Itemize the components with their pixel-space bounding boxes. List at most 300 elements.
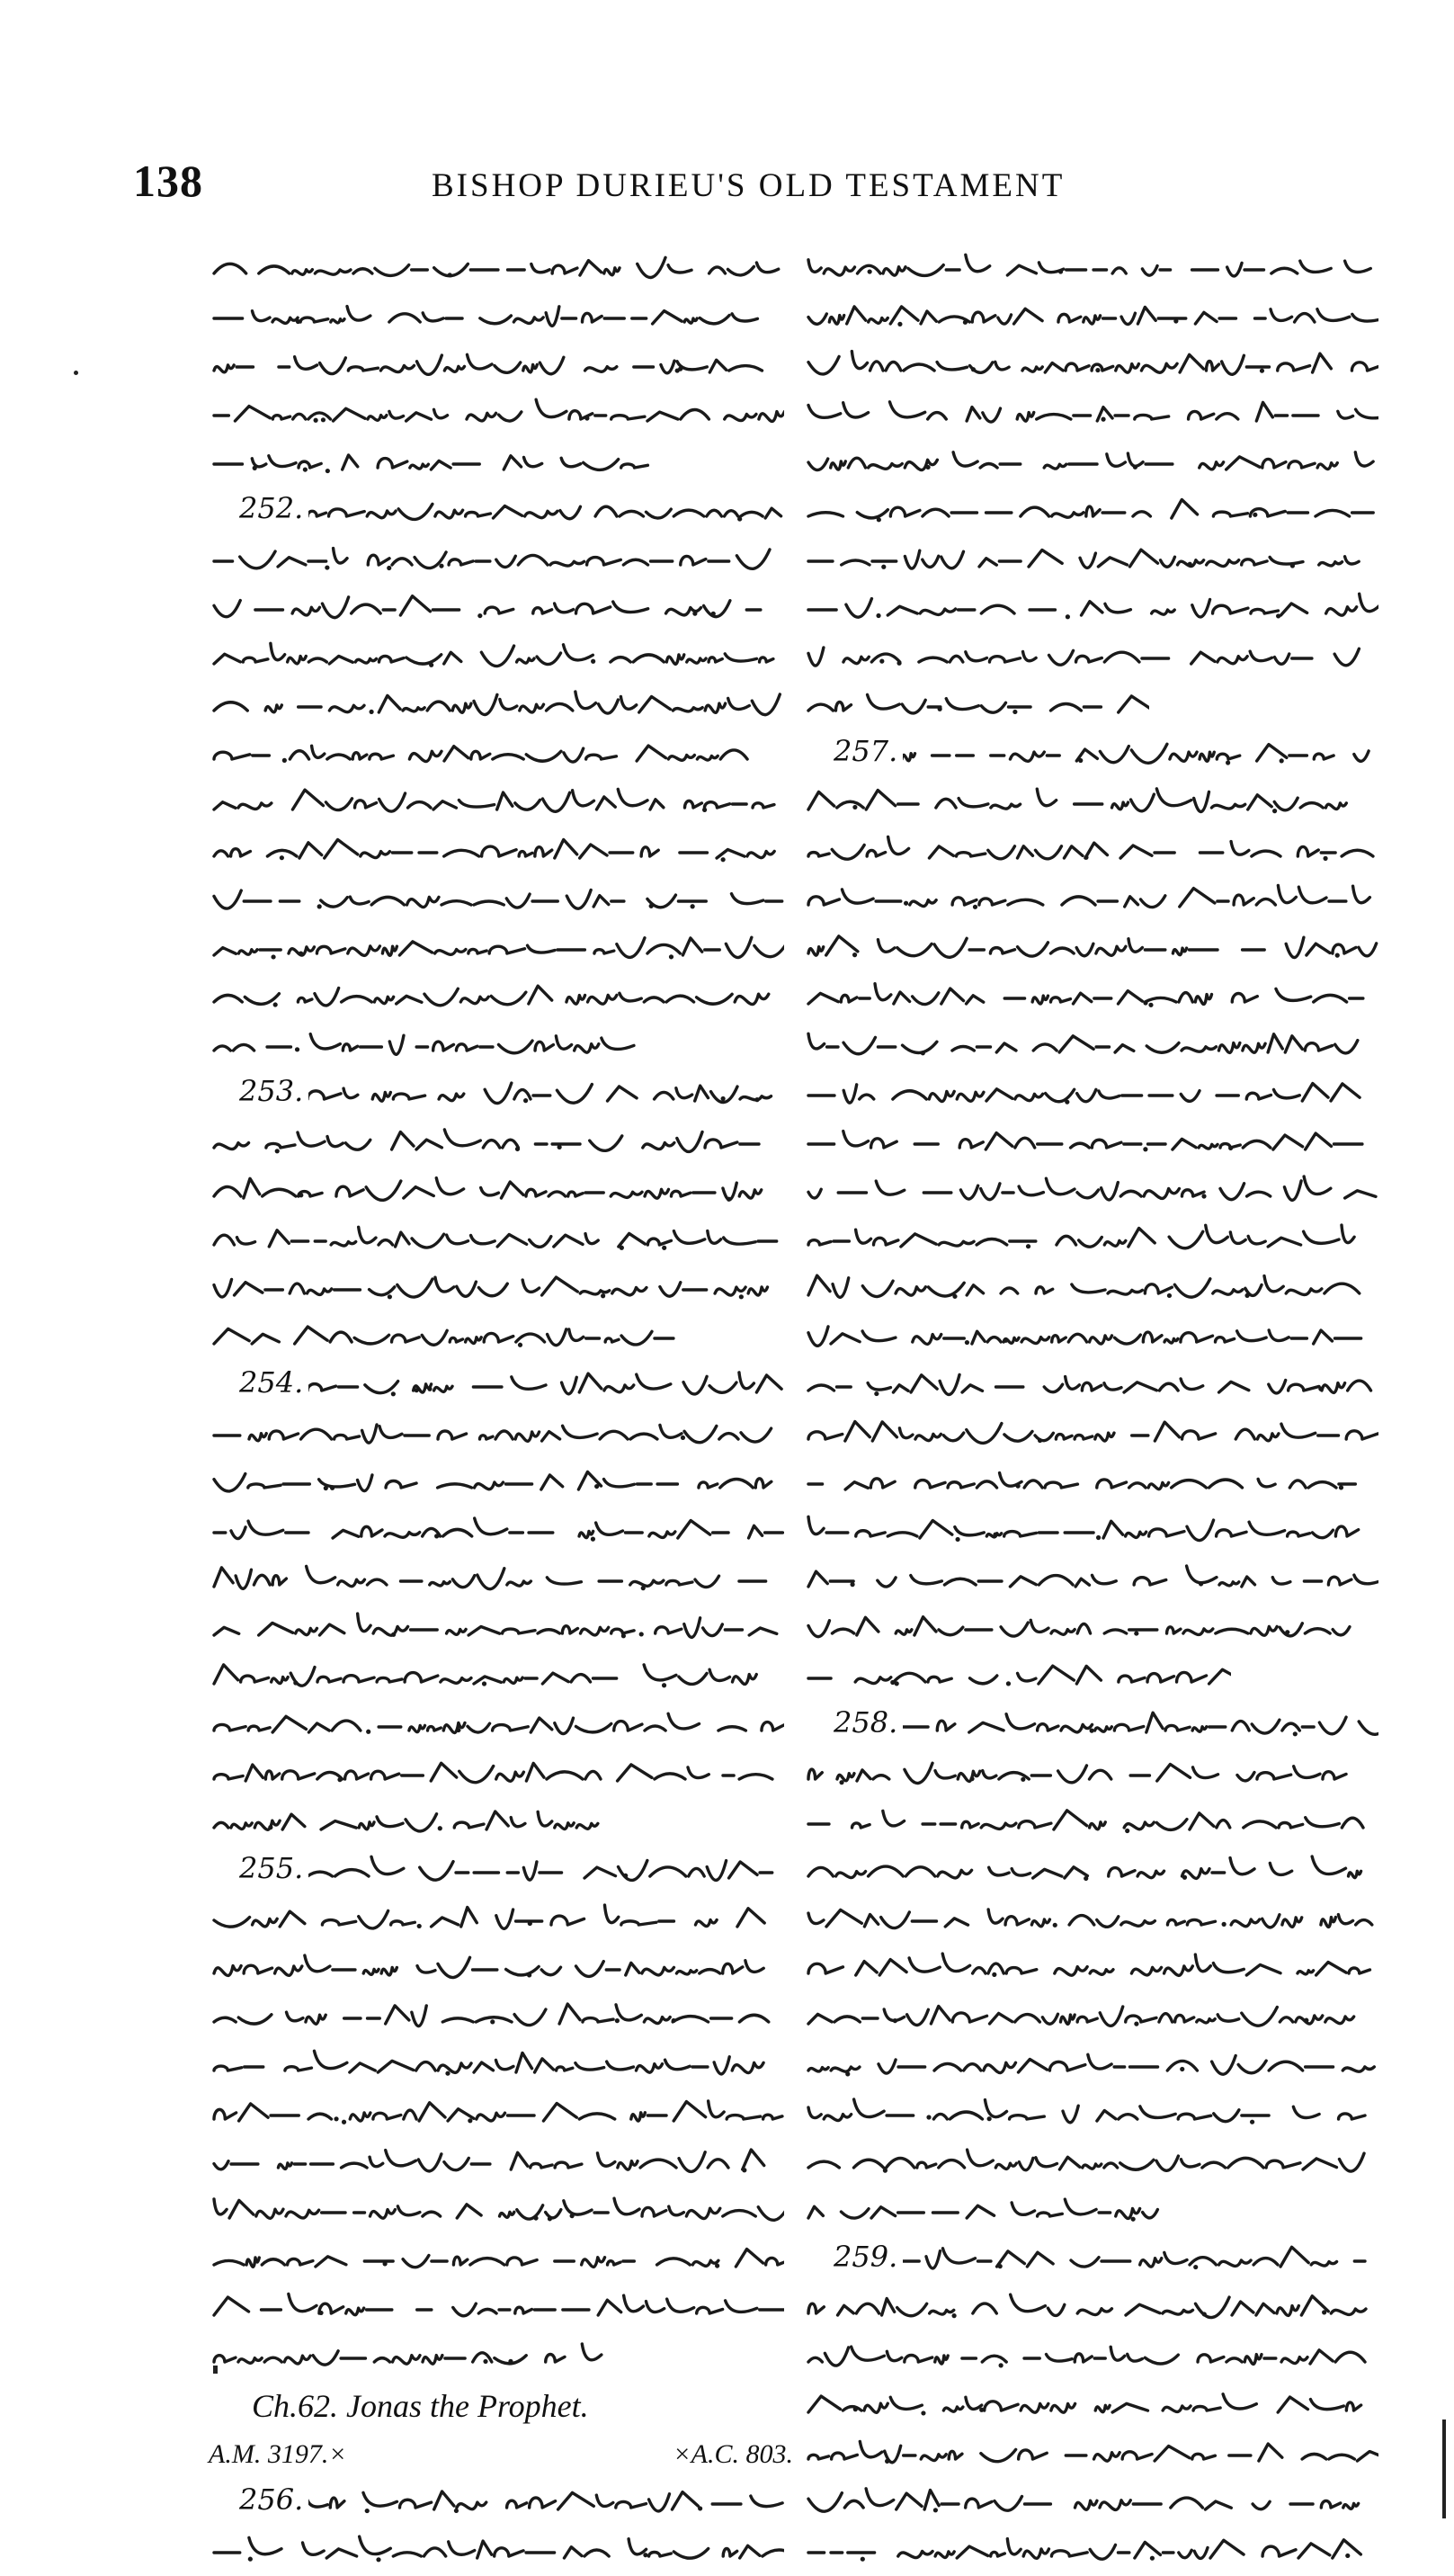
script-dot — [533, 2215, 538, 2220]
script-dot — [662, 1683, 666, 1687]
shorthand-script — [209, 779, 784, 827]
script-dot — [303, 467, 308, 471]
script-dot — [881, 565, 886, 569]
text-line — [803, 633, 1396, 682]
script-dot — [1345, 2554, 1350, 2558]
script-stroke — [808, 1666, 1231, 1684]
script-dot — [448, 273, 452, 277]
script-stroke — [808, 1225, 1354, 1248]
script-stroke — [308, 1373, 781, 1394]
shorthand-script — [209, 1945, 784, 1993]
script-stroke — [808, 1472, 1355, 1489]
script-dot — [739, 1294, 744, 1299]
script-stroke — [808, 2394, 1361, 2413]
script-stroke — [214, 986, 769, 1006]
left-column — [209, 245, 802, 2576]
shorthand-script — [209, 1216, 784, 1265]
shorthand-script — [209, 827, 784, 876]
script-dot — [890, 1680, 895, 1685]
text-line — [803, 487, 1396, 536]
script-stroke — [808, 255, 1370, 276]
script-dot — [1226, 760, 1230, 765]
script-stroke — [808, 1811, 1363, 1830]
script-dot — [299, 1193, 303, 1197]
text-line — [209, 487, 802, 536]
shorthand-script — [803, 2285, 1378, 2333]
shorthand-script — [209, 2187, 784, 2236]
script-dot — [1006, 1681, 1011, 1686]
script-dot — [925, 465, 930, 470]
script-stroke — [808, 2054, 1374, 2074]
text-line — [803, 2285, 1396, 2333]
shorthand-script — [803, 1216, 1378, 1265]
shorthand-script — [209, 342, 784, 390]
script-dot — [1084, 855, 1088, 860]
script-stroke — [214, 1227, 777, 1248]
script-dot — [271, 954, 275, 959]
script-dot — [293, 1680, 298, 1685]
text-line — [209, 2479, 802, 2527]
script-dot — [584, 416, 589, 420]
running-title: BISHOP DURIEU'S OLD TESTAMENT — [432, 167, 1066, 204]
text-line — [209, 1362, 802, 1410]
shorthand-script — [209, 1799, 608, 1847]
text-line — [209, 1022, 802, 1070]
script-stroke — [902, 744, 1369, 763]
script-dot — [434, 1534, 439, 1538]
text-line — [803, 1265, 1396, 1313]
script-dot — [904, 901, 908, 906]
script-stroke — [808, 402, 1378, 422]
text-line — [209, 1459, 802, 1507]
script-stroke — [214, 746, 747, 762]
text-line — [803, 1022, 1396, 1070]
script-dot — [248, 2557, 253, 2562]
script-dot — [1201, 1194, 1206, 1198]
script-stroke — [808, 1910, 1372, 1928]
script-dot — [1150, 2556, 1155, 2561]
text-line — [209, 1799, 802, 1847]
verse-number: 252. — [239, 491, 308, 525]
text-line — [209, 1556, 802, 1605]
text-line — [803, 730, 1396, 779]
script-dot — [1272, 809, 1277, 813]
script-dot — [334, 2116, 338, 2121]
verse-number: 255. — [239, 1851, 308, 1885]
script-dot — [570, 2214, 575, 2218]
script-dot — [1304, 2018, 1308, 2023]
text-line — [803, 2479, 1396, 2527]
text-line — [803, 1216, 1396, 1265]
verse-number: 256. — [239, 2482, 308, 2517]
text-line — [209, 1993, 802, 2042]
script-stroke — [214, 1713, 784, 1733]
script-dot — [951, 2313, 956, 2318]
script-dot — [979, 2408, 984, 2412]
script-stroke — [214, 354, 762, 374]
shorthand-script — [803, 2382, 1378, 2430]
script-stroke — [214, 1425, 772, 1443]
shorthand-script — [209, 2090, 784, 2139]
shorthand-script — [803, 2042, 1378, 2090]
script-dot — [1199, 1581, 1203, 1586]
text-line — [803, 2236, 1396, 2285]
script-dot — [1148, 1003, 1153, 1007]
script-dot — [926, 2115, 931, 2119]
text-line — [209, 342, 802, 390]
shorthand-script — [803, 245, 1378, 293]
script-stroke — [214, 643, 773, 666]
script-dot — [1095, 368, 1100, 372]
shorthand-script — [803, 536, 1378, 585]
script-dot — [879, 659, 884, 664]
script-dot — [482, 1681, 486, 1686]
script-dot — [938, 707, 942, 711]
script-dot — [415, 1388, 419, 1392]
text-line — [803, 342, 1396, 390]
script-dot — [643, 2553, 647, 2557]
shorthand-script — [803, 633, 1378, 682]
text-line — [209, 925, 802, 973]
shorthand-script — [803, 1362, 1378, 1410]
text-line — [209, 2139, 802, 2187]
script-dot — [591, 659, 595, 664]
script-dot — [742, 2168, 746, 2172]
script-dot — [727, 1197, 731, 1202]
verse-number: 253. — [239, 1074, 308, 1108]
shorthand-script — [803, 293, 1378, 342]
script-stroke — [808, 694, 1149, 713]
shorthand-script — [209, 2527, 784, 2576]
margin-dot — [213, 2366, 218, 2374]
script-dot — [897, 322, 902, 326]
script-dot — [1188, 562, 1192, 567]
text-line — [209, 633, 802, 682]
text-line — [209, 2333, 802, 2382]
text-line — [803, 2042, 1396, 2090]
script-dot — [896, 661, 901, 666]
script-dot — [1026, 1244, 1030, 1248]
text-line — [209, 1507, 802, 1556]
text-line — [209, 439, 802, 487]
script-dot — [845, 2071, 850, 2076]
text-line — [803, 1945, 1396, 1993]
script-stroke — [808, 984, 1363, 1005]
shorthand-script — [209, 1605, 784, 1653]
date-ante-christum: ×A.C. 803. — [673, 2430, 793, 2479]
script-dot — [1134, 2022, 1138, 2026]
script-stroke — [808, 550, 1359, 568]
text-line — [209, 1410, 802, 1459]
script-dot — [852, 805, 857, 809]
text-line — [209, 682, 802, 730]
script-dot — [1293, 1731, 1298, 1736]
text-line — [209, 827, 802, 876]
text-line — [209, 876, 802, 925]
text-line — [803, 2430, 1396, 2479]
shorthand-script — [209, 1993, 784, 2042]
shorthand-script — [209, 682, 784, 730]
script-dot — [839, 1780, 843, 1784]
shorthand-script — [803, 2139, 1378, 2187]
text-line — [803, 925, 1396, 973]
script-dot — [1193, 2265, 1198, 2269]
text-line — [209, 1216, 802, 1265]
shorthand-script — [209, 1750, 784, 1799]
script-stroke — [808, 2294, 1366, 2317]
text-line — [209, 2042, 802, 2090]
script-dot — [438, 1826, 442, 1830]
shorthand-script — [209, 1459, 784, 1507]
script-stroke — [214, 692, 780, 715]
script-dot — [969, 1776, 974, 1781]
script-dot — [369, 710, 373, 714]
script-dot — [454, 2509, 459, 2513]
text-line — [803, 1362, 1396, 1410]
shorthand-script — [209, 2333, 608, 2382]
script-dot — [326, 469, 330, 473]
script-dot — [955, 1537, 959, 1542]
shorthand-script — [803, 2527, 1378, 2576]
script-stroke — [808, 2347, 1365, 2366]
script-dot — [649, 904, 654, 908]
script-dot — [439, 564, 443, 568]
margin-mark — [1442, 2419, 1446, 2518]
script-stroke — [214, 2344, 602, 2365]
script-dot — [1228, 1146, 1233, 1150]
script-dot — [1133, 465, 1137, 470]
script-dot — [921, 1051, 925, 1055]
shorthand-script — [209, 245, 784, 293]
text-line — [803, 779, 1396, 827]
script-dot — [641, 1586, 646, 1590]
shorthand-script — [209, 1022, 651, 1070]
script-stroke — [808, 1084, 1360, 1104]
shorthand-script — [803, 2479, 1378, 2527]
script-dot — [876, 613, 880, 618]
shorthand-script — [209, 1653, 784, 1702]
script-dot — [1012, 710, 1017, 714]
text-line — [209, 1070, 802, 1119]
verse-number: 258. — [834, 1705, 903, 1740]
text-line — [209, 1750, 802, 1799]
text-line — [209, 1119, 802, 1167]
script-dot — [445, 2071, 450, 2076]
script-dot — [391, 1391, 396, 1396]
text-line — [803, 585, 1396, 633]
script-stroke — [808, 2539, 1360, 2560]
script-dot — [1280, 758, 1284, 763]
script-dot — [1101, 417, 1105, 422]
script-stroke — [808, 1763, 1346, 1783]
script-dot — [877, 517, 881, 522]
shorthand-script — [803, 2090, 1378, 2139]
shorthand-script — [209, 293, 784, 342]
script-stroke — [214, 455, 647, 470]
text-line — [803, 973, 1396, 1022]
script-stroke — [214, 2294, 784, 2315]
script-dot — [1323, 856, 1327, 861]
text-line — [209, 2090, 802, 2139]
script-stroke — [808, 499, 1373, 518]
script-dot — [1065, 1100, 1069, 1105]
script-dot — [1335, 953, 1340, 958]
script-stroke — [214, 549, 770, 569]
shorthand-script — [803, 2333, 1378, 2382]
script-dot — [987, 2116, 992, 2121]
script-dot — [295, 1047, 299, 1051]
script-dot — [971, 367, 976, 371]
text-line — [209, 2285, 802, 2333]
shorthand-script — [209, 1702, 784, 1750]
text-line — [209, 1945, 802, 1993]
text-line — [803, 2382, 1396, 2430]
script-stroke — [214, 1614, 777, 1637]
script-stroke — [808, 1131, 1362, 1149]
script-stroke — [808, 1422, 1378, 1444]
script-stroke — [214, 1955, 763, 1978]
text-line — [209, 1847, 802, 1896]
script-stroke — [808, 1516, 1359, 1540]
script-stroke — [808, 1327, 1361, 1346]
script-dot — [456, 1728, 460, 1732]
script-stroke — [214, 2150, 764, 2171]
script-dot — [1016, 1484, 1021, 1489]
script-stroke — [308, 2491, 782, 2511]
script-dot — [366, 1730, 370, 1734]
text-line — [803, 2139, 1396, 2187]
script-dot — [1004, 1338, 1008, 1343]
shorthand-script — [803, 390, 1378, 439]
text-line — [803, 2187, 1396, 2236]
script-dot — [721, 1096, 726, 1101]
script-stroke — [808, 2199, 1157, 2218]
shorthand-script — [209, 1313, 683, 1362]
script-dot — [1173, 318, 1178, 323]
text-line — [803, 682, 1396, 730]
script-stroke — [214, 2536, 784, 2558]
shorthand-script — [803, 1167, 1378, 1216]
script-dot — [1285, 1630, 1289, 1634]
text-line — [803, 390, 1396, 439]
script-dot — [518, 1343, 522, 1347]
script-stroke — [214, 1130, 759, 1152]
script-stroke — [808, 648, 1359, 666]
shorthand-script — [803, 1119, 1378, 1167]
script-dot — [711, 612, 716, 616]
script-dot — [1167, 1293, 1172, 1298]
script-dot — [993, 1532, 997, 1536]
script-stroke — [214, 1905, 764, 1928]
text-line — [209, 1265, 802, 1313]
shorthand-script — [209, 730, 784, 779]
text-line — [803, 1896, 1396, 1945]
script-dot — [275, 1149, 280, 1153]
script-dot — [1053, 1923, 1057, 1928]
script-dot — [1021, 1777, 1025, 1782]
script-dot — [318, 2311, 323, 2315]
script-stroke — [808, 885, 1369, 907]
shorthand-script — [209, 390, 784, 439]
script-stroke — [214, 2250, 784, 2267]
script-dot — [1078, 758, 1083, 763]
script-stroke — [808, 789, 1346, 812]
script-dot — [483, 2359, 487, 2364]
script-stroke — [214, 1277, 768, 1297]
script-dot — [558, 1145, 562, 1149]
script-dot — [383, 2261, 388, 2266]
script-dot — [662, 1246, 666, 1250]
script-stroke — [214, 307, 757, 326]
shorthand-script — [803, 1022, 1378, 1070]
script-dot — [388, 1294, 392, 1299]
shorthand-script — [209, 973, 784, 1022]
shorthand-script — [803, 2187, 1172, 2236]
shorthand-script — [803, 1847, 1378, 1896]
script-dot — [853, 2407, 858, 2411]
script-dot — [963, 320, 968, 325]
script-dot — [490, 2019, 495, 2024]
script-dot — [1276, 613, 1280, 618]
shorthand-script — [209, 1507, 784, 1556]
shorthand-script — [209, 2042, 784, 2090]
script-dot — [528, 1921, 532, 1926]
script-dot — [427, 1387, 432, 1391]
shorthand-script — [209, 1556, 784, 1605]
script-dot — [515, 1147, 520, 1151]
margin-dot — [74, 371, 78, 375]
text-line — [803, 245, 1396, 293]
script-dot — [621, 1633, 626, 1638]
script-dot — [895, 1681, 899, 1686]
text-line — [803, 827, 1396, 876]
script-stroke — [808, 2099, 1365, 2123]
script-dot — [337, 1777, 342, 1782]
text-line — [803, 536, 1396, 585]
script-stroke — [214, 2051, 763, 2074]
script-dot — [387, 566, 391, 570]
script-stroke — [808, 1275, 1360, 1297]
script-stroke — [808, 1856, 1361, 1878]
script-dot — [548, 2216, 552, 2221]
script-dot — [1143, 1000, 1147, 1005]
script-dot — [280, 855, 284, 860]
date-anno-mundi: A.M. 3197.× — [209, 2430, 347, 2479]
script-dot — [1222, 1922, 1227, 1927]
verse-number: 254. — [239, 1365, 308, 1400]
page-number: 138 — [133, 156, 203, 206]
text-line — [803, 1847, 1396, 1896]
script-stroke — [214, 1178, 762, 1201]
script-dot — [1244, 1293, 1249, 1298]
shorthand-script — [209, 1896, 784, 1945]
text-line — [803, 1653, 1396, 1702]
script-dot — [874, 1391, 879, 1396]
script-dot — [615, 2018, 620, 2023]
script-dot — [861, 2557, 865, 2562]
shorthand-script — [209, 585, 784, 633]
script-dot — [681, 1436, 685, 1440]
script-dot — [299, 951, 303, 955]
script-stroke — [808, 452, 1373, 470]
script-dot — [669, 954, 673, 959]
script-dot — [591, 1537, 595, 1542]
script-dot — [601, 1293, 605, 1298]
script-dot — [1096, 1535, 1101, 1540]
script-dot — [429, 663, 433, 667]
script-stroke — [214, 2101, 782, 2121]
script-dot — [678, 367, 682, 371]
